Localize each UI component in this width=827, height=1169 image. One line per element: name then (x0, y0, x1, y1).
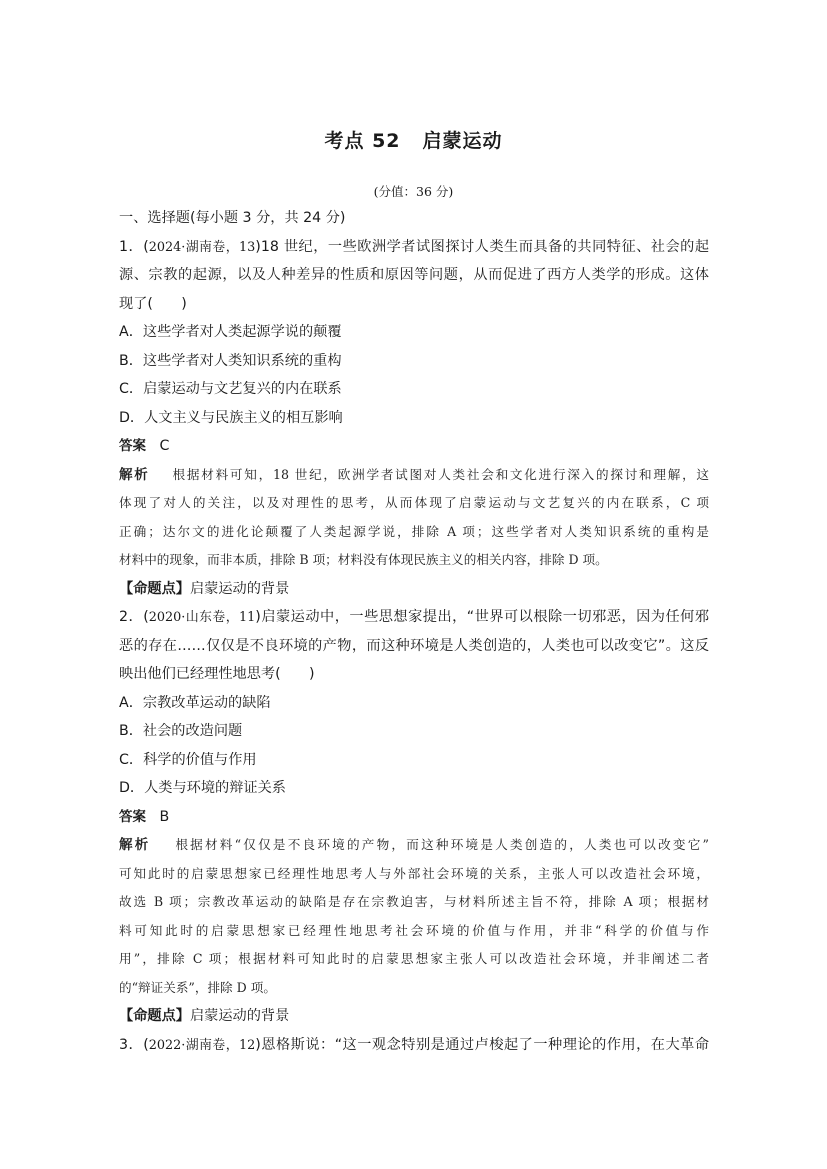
q1-tag: 【命题点】启蒙运动的背景 (119, 580, 290, 597)
q2-option-a: A．宗教改革运动的缺陷 (119, 694, 271, 711)
section-heading: 一、选择题(每小题 3 分，共 24 分) (119, 210, 346, 226)
q3-source: 2022·湖南卷，12 (148, 1037, 256, 1053)
q2-line-3: 映出他们已经理性地思考( ) (119, 666, 315, 682)
q1-line-3: 现了( ) (119, 295, 187, 312)
q2-explain-3: 故选 B 项；宗教改革运动的缺陷是存在宗教迫害，与材料所述主旨不符，排除 A 项；根据材 (119, 894, 709, 909)
q2-option-d: D．人类与环境的辩证关系 (119, 780, 286, 796)
q1-line-2: 源、宗教的起源，以及人种差异的性质和原因等问题，从而促进了西方人类学的形成。这体 (119, 267, 709, 283)
q3-line-1: 3．(2022·湖南卷，12)恩格斯说：“这一观念特别是通过卢梭起了一种理论的作用，在大革命 (119, 1036, 709, 1053)
q1-option-a: A．这些学者对人类起源学说的颠覆 (119, 324, 342, 340)
q1-explain-3: 正确；达尔文的进化论颠覆了人类起源学说，排除 A 项；这些学者对人类知识系统的重构是 (119, 523, 709, 539)
q2-answer-value: B (159, 808, 170, 825)
q1-answer-value: C (159, 438, 170, 454)
q2-line-2: 恶的存在……仅仅是不良环境的产物，而这种环境是人类创造的，人类也可以改变它”。这反 (119, 637, 709, 654)
q2-explain-6: 的“辩证关系”，排除 D 项。 (119, 979, 276, 995)
q2-source: 2020·山东卷，11 (148, 610, 256, 625)
page-title (0, 126, 827, 153)
q2-explain-2: 可知此时的启蒙思想家已经理性地思考人与外部社会环境的关系，主张人可以改造社会环境， (119, 865, 709, 881)
q2-line-1: 2．(2020·山东卷，11)启蒙运动中，一些思想家提出，“世界可以根除一切邪恶，因为任何邪 (119, 609, 709, 625)
q2-explain-5: 用”，排除 C 项；根据材料可知此时的启蒙思想家主张人可以改造社会环境，并非阐述二者 (119, 951, 709, 966)
title-name: 启蒙运动 (422, 130, 503, 152)
q1-explain-1: 解析 根据材料可知，18 世纪，欧洲学者试图对人类社会和文化进行深入的探讨和理解，这 (119, 466, 709, 483)
q1-option-c: C．启蒙运动与文艺复兴的内在联系 (119, 381, 342, 397)
q2-explain-1: 解析 根据材料“仅仅是不良环境的产物，而这种环境是人类创造的，人类也可以改变它” (119, 837, 709, 853)
score-info: (分值：36 分) (373, 184, 454, 199)
q1-explain-4: 材料中的现象，而非本质，排除 B 项；材料没有体现民族主义的相关内容，排除 D 项。 (119, 552, 608, 567)
title-number: 考点 52 (324, 130, 401, 152)
question-content (119, 204, 709, 1059)
q1-option-d: D．人文主义与民族主义的相互影响 (119, 409, 343, 426)
q1-option-b: B．这些学者对人类知识系统的重构 (119, 352, 342, 369)
q1-answer: 答案 C (119, 438, 170, 454)
q2-tag: 【命题点】启蒙运动的背景 (119, 1008, 290, 1024)
q2-answer: 答案 B (119, 808, 170, 825)
q2-option-c: C．科学的价值与作用 (119, 751, 257, 768)
q2-option-b: B．社会的改造问题 (119, 723, 243, 739)
q1-line-1: 1．(2024·湖南卷，13)18 世纪，一些欧洲学者试图探讨人类生而具备的共同特征、社会的起 (119, 238, 709, 255)
q1-source: 2024·湖南卷，13 (148, 239, 256, 255)
q1-explain-2: 体现了对人的关注，以及对理性的思考，从而体现了启蒙运动与文艺复兴的内在联系，C 项 (119, 495, 709, 510)
q2-explain-4: 料可知此时的启蒙思想家已经理性地思考社会环境的价值与作用，并非“科学的价值与作 (119, 922, 709, 938)
